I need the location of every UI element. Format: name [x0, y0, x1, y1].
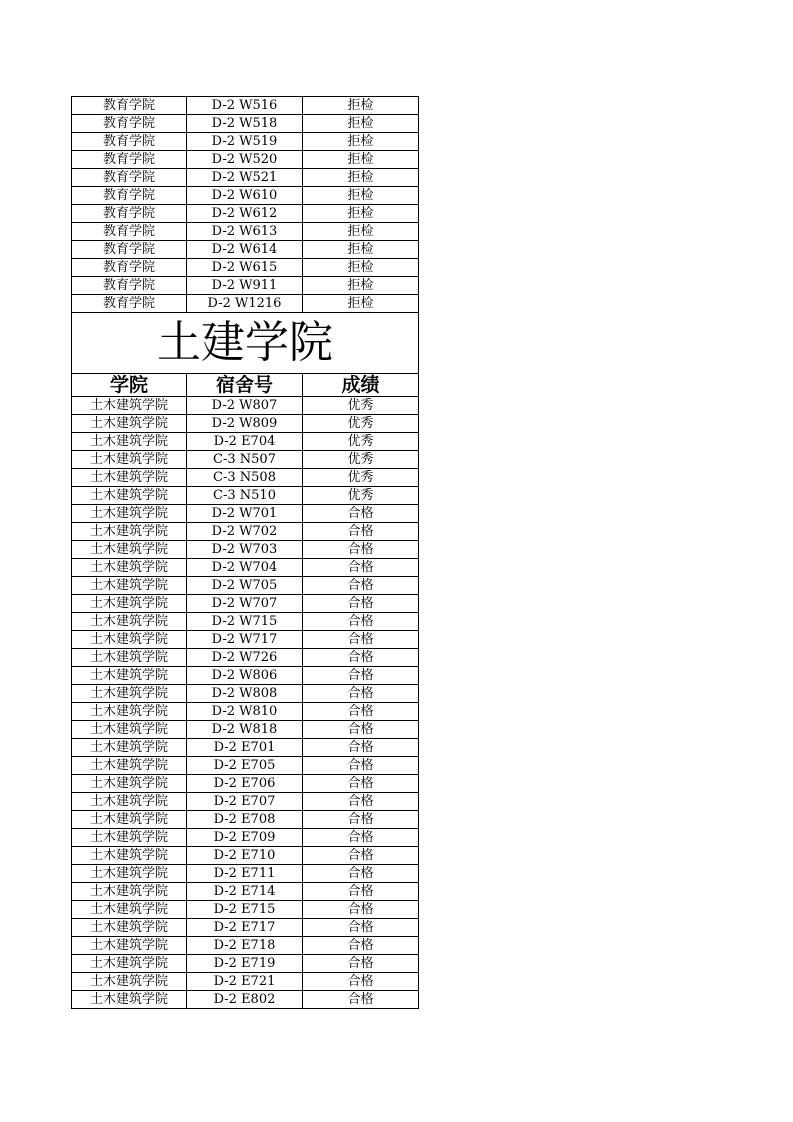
grade-cell: 合格: [303, 649, 419, 667]
header-college: 学院: [72, 374, 187, 397]
college-cell: 土木建筑学院: [72, 811, 187, 829]
header-grade: 成绩: [303, 374, 419, 397]
table-row: [72, 241, 419, 259]
college-cell: 土木建筑学院: [72, 433, 187, 451]
grade-cell: 合格: [303, 685, 419, 703]
dorm-number-cell: D-2 W520: [187, 151, 303, 169]
table-row: [72, 277, 419, 295]
college-cell: 土木建筑学院: [72, 487, 187, 505]
dorm-number-cell: D-2 W818: [187, 721, 303, 739]
college-cell: 土木建筑学院: [72, 937, 187, 955]
table-row: [72, 829, 419, 847]
college-cell: 土木建筑学院: [72, 577, 187, 595]
college-cell: 土木建筑学院: [72, 865, 187, 883]
college-cell: 土木建筑学院: [72, 955, 187, 973]
table-row: [72, 775, 419, 793]
dorm-number-cell: D-2 W717: [187, 631, 303, 649]
table-row: [72, 757, 419, 775]
grade-cell: 优秀: [303, 487, 419, 505]
grade-cell: 拒检: [303, 295, 419, 313]
table-row: [72, 469, 419, 487]
table-row: [72, 631, 419, 649]
table-row: [72, 559, 419, 577]
grade-cell: 合格: [303, 667, 419, 685]
college-cell: 教育学院: [72, 205, 187, 223]
dorm-number-cell: D-2 E718: [187, 937, 303, 955]
grade-cell: 合格: [303, 559, 419, 577]
college-cell: 土木建筑学院: [72, 991, 187, 1009]
dorm-number-cell: D-2 W519: [187, 133, 303, 151]
dorm-number-cell: D-2 W701: [187, 505, 303, 523]
grade-cell: 合格: [303, 901, 419, 919]
grade-cell: 拒检: [303, 151, 419, 169]
civil-engineering-rows: [72, 397, 419, 1009]
table-row: [72, 595, 419, 613]
table-row: [72, 415, 419, 433]
grade-cell: 合格: [303, 793, 419, 811]
college-cell: 教育学院: [72, 295, 187, 313]
dorm-number-cell: D-2 E721: [187, 973, 303, 991]
grade-cell: 合格: [303, 865, 419, 883]
table-row: [72, 793, 419, 811]
dorm-number-cell: D-2 E802: [187, 991, 303, 1009]
college-cell: 土木建筑学院: [72, 451, 187, 469]
table-row: [72, 721, 419, 739]
table-row: [72, 883, 419, 901]
grade-cell: 合格: [303, 703, 419, 721]
college-cell: 土木建筑学院: [72, 973, 187, 991]
dorm-number-cell: D-2 E719: [187, 955, 303, 973]
table-row: [72, 97, 419, 115]
dorm-number-cell: D-2 E701: [187, 739, 303, 757]
college-cell: 土木建筑学院: [72, 919, 187, 937]
grade-cell: 合格: [303, 739, 419, 757]
table-row: [72, 901, 419, 919]
dorm-number-cell: D-2 W613: [187, 223, 303, 241]
table-row: [72, 487, 419, 505]
college-cell: 土木建筑学院: [72, 757, 187, 775]
dorm-number-cell: D-2 W807: [187, 397, 303, 415]
dorm-number-cell: D-2 W808: [187, 685, 303, 703]
grade-cell: 拒检: [303, 133, 419, 151]
grade-cell: 合格: [303, 523, 419, 541]
college-cell: 教育学院: [72, 115, 187, 133]
dorm-number-cell: D-2 W1216: [187, 295, 303, 313]
college-cell: 土木建筑学院: [72, 847, 187, 865]
civil-engineering-section: [72, 313, 419, 397]
college-cell: 教育学院: [72, 277, 187, 295]
dorm-number-cell: D-2 W614: [187, 241, 303, 259]
dorm-number-cell: D-2 E704: [187, 433, 303, 451]
table-row: [72, 937, 419, 955]
college-cell: 土木建筑学院: [72, 559, 187, 577]
dorm-number-cell: D-2 W612: [187, 205, 303, 223]
college-cell: 土木建筑学院: [72, 775, 187, 793]
grade-cell: 合格: [303, 811, 419, 829]
table-row: [72, 577, 419, 595]
dorm-number-cell: D-2 W704: [187, 559, 303, 577]
grade-cell: 合格: [303, 919, 419, 937]
dorm-number-cell: D-2 W518: [187, 115, 303, 133]
table-row: [72, 115, 419, 133]
grade-cell: 合格: [303, 955, 419, 973]
table-row: [72, 613, 419, 631]
table-row: [72, 505, 419, 523]
grade-cell: 拒检: [303, 241, 419, 259]
table-row: [72, 703, 419, 721]
header-dorm-number: 宿舍号: [187, 374, 303, 397]
dorm-number-cell: D-2 W707: [187, 595, 303, 613]
dorm-number-cell: D-2 W521: [187, 169, 303, 187]
dorm-number-cell: D-2 W715: [187, 613, 303, 631]
table-row: [72, 955, 419, 973]
dorm-number-cell: D-2 E706: [187, 775, 303, 793]
college-cell: 土木建筑学院: [72, 595, 187, 613]
grade-cell: 拒检: [303, 97, 419, 115]
grade-cell: 合格: [303, 721, 419, 739]
grade-cell: 合格: [303, 577, 419, 595]
grade-cell: 合格: [303, 829, 419, 847]
grade-cell: 优秀: [303, 451, 419, 469]
table-row: [72, 433, 419, 451]
table-row: [72, 169, 419, 187]
dorm-number-cell: D-2 W911: [187, 277, 303, 295]
dorm-number-cell: C-3 N507: [187, 451, 303, 469]
college-cell: 土木建筑学院: [72, 613, 187, 631]
table-row: [72, 295, 419, 313]
table-row: [72, 649, 419, 667]
college-cell: 土木建筑学院: [72, 793, 187, 811]
grade-cell: 合格: [303, 541, 419, 559]
dorm-number-cell: D-2 W809: [187, 415, 303, 433]
table-row: [72, 451, 419, 469]
table-row: [72, 133, 419, 151]
dorm-number-cell: D-2 E707: [187, 793, 303, 811]
table-row: [72, 259, 419, 277]
grade-cell: 合格: [303, 505, 419, 523]
table-row: [72, 151, 419, 169]
grade-cell: 拒检: [303, 169, 419, 187]
college-cell: 土木建筑学院: [72, 883, 187, 901]
table-row: [72, 811, 419, 829]
dorm-number-cell: D-2 E708: [187, 811, 303, 829]
table-row: [72, 919, 419, 937]
college-cell: 土木建筑学院: [72, 739, 187, 757]
education-college-rows: [72, 97, 419, 313]
table-row: [72, 865, 419, 883]
dorm-number-cell: D-2 E711: [187, 865, 303, 883]
dormitory-inspection-table: [71, 96, 419, 1009]
table-row: [72, 205, 419, 223]
college-cell: 土木建筑学院: [72, 523, 187, 541]
header-row: [72, 374, 419, 397]
college-cell: 土木建筑学院: [72, 415, 187, 433]
college-cell: 土木建筑学院: [72, 505, 187, 523]
grade-cell: 拒检: [303, 205, 419, 223]
dorm-number-cell: D-2 E715: [187, 901, 303, 919]
college-cell: 土木建筑学院: [72, 829, 187, 847]
table-row: [72, 541, 419, 559]
table-row: [72, 739, 419, 757]
dorm-number-cell: D-2 W615: [187, 259, 303, 277]
grade-cell: 拒检: [303, 277, 419, 295]
college-cell: 土木建筑学院: [72, 469, 187, 487]
college-cell: 土木建筑学院: [72, 901, 187, 919]
college-cell: 教育学院: [72, 97, 187, 115]
college-cell: 教育学院: [72, 133, 187, 151]
grade-cell: 拒检: [303, 223, 419, 241]
grade-cell: 拒检: [303, 259, 419, 277]
grade-cell: 优秀: [303, 415, 419, 433]
table-row: [72, 397, 419, 415]
table-row: [72, 973, 419, 991]
table-row: [72, 523, 419, 541]
dorm-number-cell: C-3 N510: [187, 487, 303, 505]
college-cell: 土木建筑学院: [72, 649, 187, 667]
grade-cell: 合格: [303, 883, 419, 901]
dorm-number-cell: D-2 W702: [187, 523, 303, 541]
college-cell: 土木建筑学院: [72, 631, 187, 649]
grade-cell: 合格: [303, 757, 419, 775]
grade-cell: 合格: [303, 973, 419, 991]
table-row: [72, 847, 419, 865]
college-cell: 教育学院: [72, 187, 187, 205]
college-cell: 土木建筑学院: [72, 703, 187, 721]
dorm-number-cell: D-2 W705: [187, 577, 303, 595]
dorm-number-cell: D-2 W806: [187, 667, 303, 685]
table-row: [72, 991, 419, 1009]
grade-cell: 合格: [303, 775, 419, 793]
table-row: [72, 187, 419, 205]
section-title: 土建学院: [72, 313, 419, 374]
table-row: [72, 685, 419, 703]
grade-cell: 合格: [303, 631, 419, 649]
dorm-number-cell: D-2 E705: [187, 757, 303, 775]
grade-cell: 合格: [303, 595, 419, 613]
dorm-number-cell: D-2 W610: [187, 187, 303, 205]
college-cell: 教育学院: [72, 169, 187, 187]
college-cell: 教育学院: [72, 223, 187, 241]
college-cell: 土木建筑学院: [72, 685, 187, 703]
college-cell: 教育学院: [72, 151, 187, 169]
table-row: [72, 667, 419, 685]
grade-cell: 优秀: [303, 433, 419, 451]
dorm-number-cell: D-2 W726: [187, 649, 303, 667]
college-cell: 土木建筑学院: [72, 721, 187, 739]
dorm-number-cell: D-2 E714: [187, 883, 303, 901]
grade-cell: 优秀: [303, 397, 419, 415]
grade-cell: 合格: [303, 991, 419, 1009]
college-cell: 教育学院: [72, 259, 187, 277]
grade-cell: 合格: [303, 847, 419, 865]
dorm-number-cell: D-2 W516: [187, 97, 303, 115]
college-cell: 土木建筑学院: [72, 397, 187, 415]
section-title-row: [72, 313, 419, 374]
dorm-number-cell: D-2 E709: [187, 829, 303, 847]
dorm-number-cell: D-2 W810: [187, 703, 303, 721]
dorm-number-cell: C-3 N508: [187, 469, 303, 487]
college-cell: 土木建筑学院: [72, 667, 187, 685]
grade-cell: 拒检: [303, 187, 419, 205]
college-cell: 土木建筑学院: [72, 541, 187, 559]
grade-cell: 合格: [303, 937, 419, 955]
dorm-number-cell: D-2 W703: [187, 541, 303, 559]
table-row: [72, 223, 419, 241]
grade-cell: 拒检: [303, 115, 419, 133]
dorm-number-cell: D-2 E710: [187, 847, 303, 865]
college-cell: 教育学院: [72, 241, 187, 259]
grade-cell: 优秀: [303, 469, 419, 487]
dorm-number-cell: D-2 E717: [187, 919, 303, 937]
grade-cell: 合格: [303, 613, 419, 631]
